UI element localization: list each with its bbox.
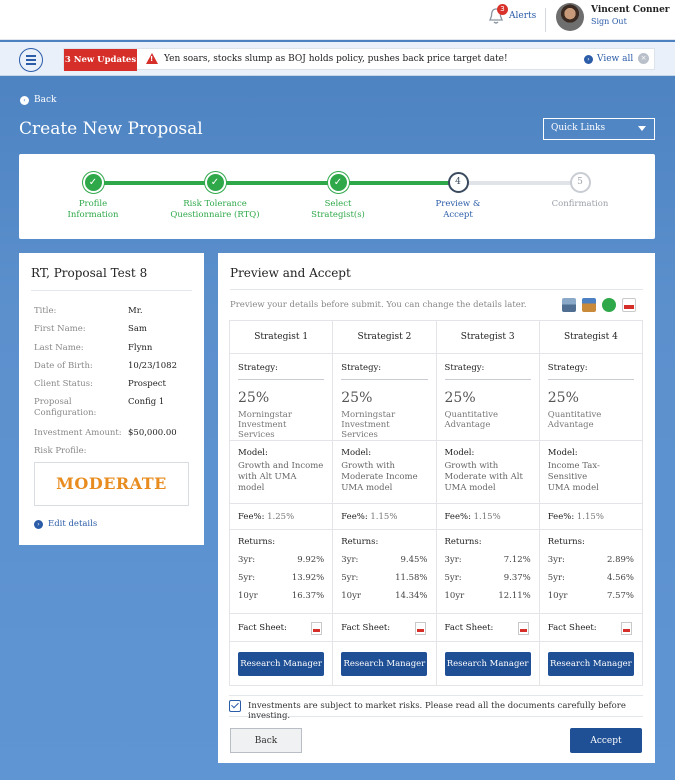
model-name: Income Tax-Sensitive	[547, 461, 600, 482]
return-value: 9.45%	[400, 555, 428, 565]
step-number: 5	[570, 172, 591, 193]
download-icon[interactable]	[582, 298, 596, 312]
avatar[interactable]	[556, 3, 584, 31]
fact-sheet-label: Fact Sheet:	[238, 623, 287, 633]
step-risk-tolerance[interactable]	[160, 172, 270, 221]
model-label: Model:	[547, 448, 578, 458]
back-label: Back	[34, 95, 57, 105]
return-period: 3yr:	[341, 555, 359, 565]
divider	[230, 289, 643, 290]
check-icon: ✓	[205, 172, 226, 193]
return-value: 9.92%	[297, 555, 325, 565]
strategy-label: Strategy:	[341, 363, 382, 373]
field-value: $50,000.00	[128, 428, 177, 438]
model-name: UMA model	[444, 483, 496, 493]
return-value: 14.34%	[395, 591, 428, 601]
warning-icon: !	[146, 53, 158, 64]
fee-label: Fee%:	[341, 512, 368, 522]
return-value: 11.58%	[395, 573, 428, 583]
return-value: 2.89%	[606, 555, 634, 565]
news-bar	[0, 42, 675, 76]
return-period: 5yr:	[238, 573, 256, 583]
field-label: Date of Birth:	[34, 361, 93, 371]
return-period: 10yr	[444, 591, 465, 601]
arrow-right-icon: ›	[584, 55, 593, 64]
step-number: 4	[448, 172, 469, 193]
pdf-icon[interactable]	[622, 298, 636, 312]
back-button[interactable]: Back	[230, 728, 302, 753]
user-name: Vincent Conner	[591, 5, 670, 15]
allocation-percent: 25%	[547, 390, 579, 406]
model-name: UMA model	[341, 483, 393, 493]
field-label: Client Status:	[34, 379, 93, 389]
return-period: 5yr:	[341, 573, 359, 583]
client-summary-card	[19, 253, 204, 545]
section-title: Preview and Accept	[230, 266, 351, 280]
fact-sheet-label: Fact Sheet:	[444, 623, 494, 633]
field-value: Flynn	[128, 343, 153, 353]
menu-icon[interactable]	[19, 48, 43, 72]
return-period: 10yr	[547, 591, 568, 601]
allocation-percent: 25%	[444, 390, 476, 406]
field-label: First Name:	[34, 324, 86, 334]
news-headline[interactable]: Yen soars, stocks slump as BOJ holds policy, pushes back price target date!	[164, 54, 508, 64]
step-select-strategists[interactable]	[283, 172, 393, 221]
top-bar	[0, 0, 675, 40]
strategy-name: Advantage	[444, 420, 491, 430]
return-period: 5yr:	[444, 573, 462, 583]
pdf-icon[interactable]	[518, 622, 529, 635]
print-icon[interactable]	[562, 298, 576, 312]
section-subtitle: Preview your details before submit. You can change the details later.	[230, 300, 527, 310]
fee-label: Fee%:	[547, 512, 575, 522]
return-value: 7.57%	[606, 591, 634, 601]
research-manager-button[interactable]: Research Manager	[445, 652, 531, 676]
fee-value: 1.15%	[370, 512, 398, 522]
news-ticker	[63, 48, 655, 70]
bell-icon	[488, 7, 504, 25]
alerts-label: Alerts	[509, 11, 537, 21]
returns-label: Returns:	[547, 537, 585, 547]
quick-links-dropdown[interactable]	[543, 118, 655, 140]
step-profile-information[interactable]	[38, 172, 148, 221]
field-value: 10/23/1082	[128, 361, 177, 371]
sign-out-link[interactable]: Sign Out	[591, 17, 627, 26]
back-link[interactable]	[20, 95, 56, 105]
step-label: Questionnaire (RTQ)	[170, 210, 260, 220]
return-value: 13.92%	[291, 573, 325, 583]
accept-button[interactable]: Accept	[570, 728, 642, 753]
return-period: 3yr:	[444, 555, 462, 565]
client-name-heading: RT, Proposal Test 8	[31, 266, 148, 280]
new-updates-badge[interactable]: 3 New Updates	[64, 49, 137, 71]
disclaimer-text: Investments are subject to market risks. Please read all the documents carefully before investing.	[248, 701, 626, 721]
model-name: Growth and Income	[238, 461, 324, 471]
field-value: Config 1	[128, 397, 165, 407]
research-manager-button[interactable]: Research Manager	[548, 652, 634, 676]
step-confirmation[interactable]	[525, 172, 635, 210]
return-value: 4.56%	[606, 573, 634, 583]
return-period: 10yr	[238, 591, 258, 601]
arrow-right-icon: ›	[34, 520, 43, 529]
step-label: Confirmation	[551, 199, 609, 209]
preview-accept-card	[218, 253, 655, 763]
field-value: Mr.	[128, 306, 143, 316]
toolbar	[562, 298, 636, 312]
return-value: 7.12%	[503, 555, 531, 565]
allocation-percent: 25%	[341, 390, 373, 406]
model-name: UMA model	[547, 483, 599, 493]
allocation-percent: 25%	[238, 390, 270, 406]
edit-details-link[interactable]	[34, 519, 97, 529]
strategy-name: Quantitative	[444, 410, 499, 420]
model-label: Model:	[238, 448, 268, 458]
return-period: 5yr:	[547, 573, 565, 583]
returns-label: Returns:	[444, 537, 482, 547]
risk-profile-badge: MODERATE	[34, 462, 189, 506]
strategy-label: Strategy:	[238, 363, 278, 373]
step-label: Preview &	[435, 199, 481, 209]
check-icon: ✓	[328, 172, 349, 193]
research-manager-button[interactable]: Research Manager	[341, 652, 427, 676]
view-all-label: View all	[597, 54, 634, 64]
page-title: Create New Proposal	[19, 119, 203, 139]
field-value: Sam	[128, 324, 147, 334]
fact-sheet-label: Fact Sheet:	[547, 623, 597, 633]
pdf-icon[interactable]	[311, 622, 322, 635]
close-icon[interactable]: ×	[638, 53, 649, 64]
strategy-name: Advantage	[547, 420, 594, 430]
return-value: 12.11%	[498, 591, 531, 601]
fee-value: 1.15%	[576, 512, 604, 522]
strategy-name: Quantitative	[547, 410, 602, 420]
view-all-link[interactable]	[584, 54, 633, 64]
column-header: Strategist 4	[539, 321, 642, 354]
column-header: Strategist 3	[436, 321, 539, 354]
progress-stepper	[19, 154, 655, 239]
model-label: Model:	[444, 448, 475, 458]
user-block	[591, 5, 670, 26]
field-label: Proposal	[34, 397, 72, 407]
step-label: Strategist(s)	[311, 210, 365, 220]
pdf-icon[interactable]	[621, 622, 632, 635]
quick-links-label: Quick Links	[551, 123, 606, 133]
strategy-name: Morningstar	[238, 410, 292, 420]
return-value: 9.37%	[503, 573, 531, 583]
divider	[31, 290, 192, 291]
strategy-name: Investment Services	[341, 420, 390, 440]
model-name: Growth with	[341, 461, 395, 471]
divider	[545, 8, 546, 32]
step-label: Profile	[78, 199, 108, 209]
strategist-comparison-table	[229, 320, 643, 686]
return-period: 3yr:	[238, 555, 256, 565]
arrow-left-icon: ‹	[20, 96, 29, 105]
returns-label: Returns:	[341, 537, 379, 547]
fee-value: 1.25%	[267, 512, 295, 522]
strategy-label: Strategy:	[444, 363, 485, 373]
step-label: Information	[67, 210, 119, 220]
model-name: with Alt UMA model	[238, 472, 297, 493]
field-value: Prospect	[128, 379, 166, 389]
strategy-label: Strategy:	[547, 363, 588, 373]
return-value: 16.37%	[291, 591, 325, 601]
check-icon: ✓	[83, 172, 104, 193]
field-label: Risk Profile:	[34, 446, 87, 456]
alerts-button[interactable]	[488, 7, 536, 25]
model-label: Model:	[341, 448, 372, 458]
step-preview-accept[interactable]	[403, 172, 513, 221]
fee-value: 1.15%	[473, 512, 501, 522]
model-name: Moderate Income	[341, 472, 418, 482]
strategy-name: Investment Services	[238, 420, 287, 440]
field-label: Investment Amount:	[34, 428, 122, 438]
edit-details-label: Edit details	[48, 519, 98, 529]
chevron-down-icon	[638, 126, 646, 131]
column-header: Strategist 1	[230, 321, 333, 354]
field-label: Configuration:	[34, 408, 97, 418]
disclaimer-checkbox[interactable]	[229, 700, 241, 712]
step-label: Accept	[443, 210, 473, 220]
research-manager-button[interactable]: Research Manager	[238, 652, 324, 676]
alerts-count-badge: 3	[497, 4, 508, 15]
field-label: Title:	[34, 306, 57, 316]
fact-sheet-label: Fact Sheet:	[341, 623, 391, 633]
strategy-name: Morningstar	[341, 410, 396, 420]
step-label: Risk Tolerance	[183, 199, 247, 209]
returns-label: Returns:	[238, 537, 276, 547]
model-name: Moderate with Alt	[444, 472, 523, 482]
field-label: Last Name:	[34, 343, 84, 353]
step-label: Select	[324, 199, 352, 209]
share-icon[interactable]	[602, 298, 616, 312]
disclaimer-row	[229, 695, 643, 721]
fee-label: Fee%:	[238, 512, 265, 522]
pdf-icon[interactable]	[415, 622, 426, 635]
return-period: 3yr:	[547, 555, 565, 565]
fee-label: Fee%:	[444, 512, 471, 522]
column-header: Strategist 2	[333, 321, 436, 354]
return-period: 10yr	[341, 591, 361, 601]
model-name: Growth with	[444, 461, 499, 471]
